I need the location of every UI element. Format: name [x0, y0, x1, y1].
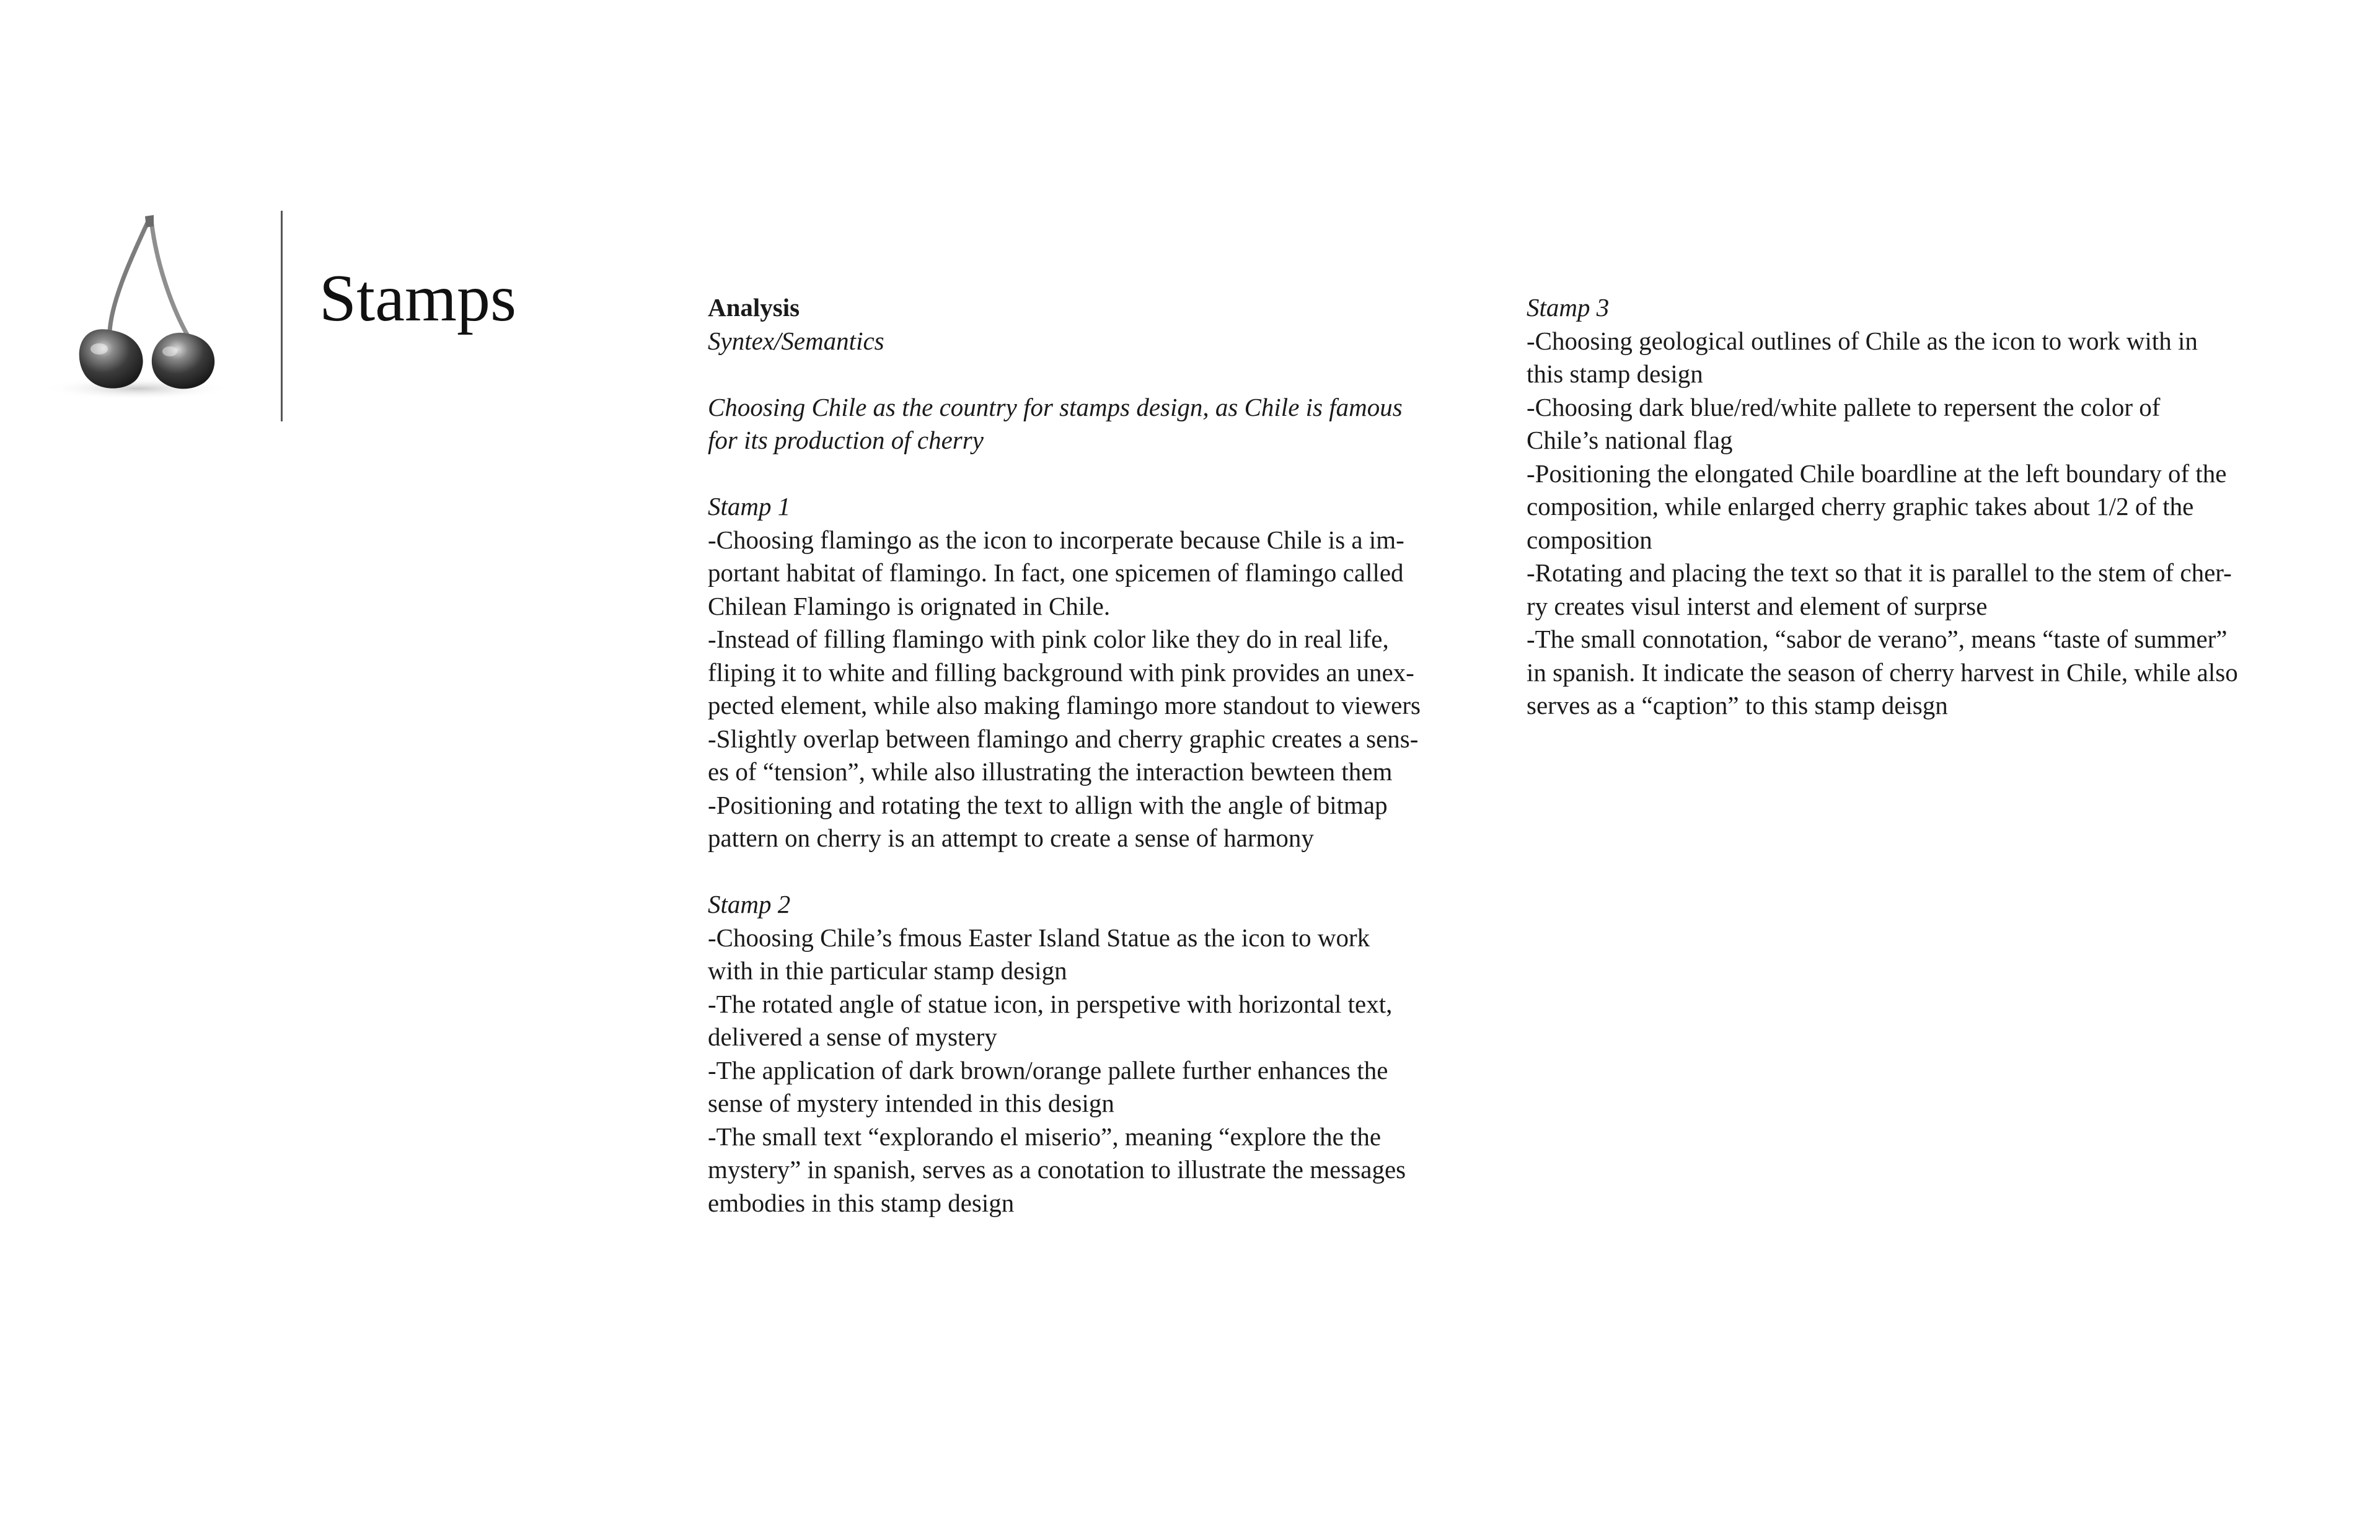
stamp3-line: serves as a “caption” to this stamp deisgn: [1527, 691, 1948, 719]
stamp1-line: -Instead of filling flamingo with pink color like they do in real life,: [708, 625, 1389, 653]
stamp2-line: with in thie particular stamp design: [708, 956, 1067, 985]
stamp1-line: -Choosing flamingo as the icon to incorperate because Chile is a im-: [708, 525, 1404, 554]
stamp2-line: sense of mystery intended in this design: [708, 1089, 1114, 1117]
spacer: [708, 855, 1489, 889]
analysis-subheading: Syntex/Semantics: [708, 326, 884, 355]
stamp1-line: Chilean Flamingo is orignated in Chile.: [708, 591, 1111, 620]
stamp3-line: -Choosing dark blue/red/white pallete to repersent the color of: [1527, 392, 2161, 421]
stamp3-line: -Positioning the elongated Chile boardline at the left boundary of the: [1527, 459, 2227, 488]
stamp1-title: Stamp 1: [708, 492, 791, 521]
stamp1-line: es of “tension”, while also illustrating the interaction bewteen them: [708, 757, 1393, 786]
stamp2-line: -Choosing Chile’s fmous Easter Island Statue as the icon to work: [708, 923, 1370, 952]
stamp2-line: -The small text “explorando el miserio”, meaning “explore the the: [708, 1122, 1382, 1151]
stamp2-line: delivered a sense of mystery: [708, 1023, 997, 1051]
stamp3-line: -Rotating and placing the text so that it is parallel to the stem of cher-: [1527, 558, 2232, 587]
stamp2-line: -The application of dark brown/orange pallete further enhances the: [708, 1055, 1388, 1085]
stamp3-line: -Choosing geological outlines of Chile as the icon to work with in: [1527, 326, 2198, 355]
cherry-logo: [38, 208, 249, 409]
stamp3-line: this stamp design: [1527, 359, 1703, 388]
stamp2-line: mystery” in spanish, serves as a conotation to illustrate the messages: [708, 1155, 1406, 1184]
stamp1-line: pected element, while also making flamingo more standout to viewers: [708, 691, 1421, 719]
spacer: [708, 358, 1489, 391]
stamp2-line: -The rotated angle of statue icon, in perspetive with horizontal text,: [708, 989, 1393, 1018]
title-divider: [281, 211, 283, 421]
spacer: [708, 457, 1489, 491]
stamp3-line: Chile’s national flag: [1527, 426, 1733, 454]
intro-line: Choosing Chile as the country for stamps design, as Chile is famous: [708, 392, 1403, 421]
stamp3-line: composition: [1527, 525, 1652, 554]
analysis-column-right: [1527, 291, 2326, 723]
stamp1-line: fliping it to white and filling background with pink provides an unex-: [708, 658, 1414, 687]
stamp1-line: portant habitat of flamingo. In fact, one spicemen of flamingo called: [708, 558, 1404, 587]
stamp3-line: ry creates visul interst and element of surprse: [1527, 591, 1988, 620]
stamp2-line: embodies in this stamp design: [708, 1188, 1015, 1217]
page-title: Stamps: [319, 262, 517, 335]
stamp1-line: pattern on cherry is an attempt to create a sense of harmony: [708, 824, 1314, 852]
cherry-icon: [38, 208, 249, 409]
stamp3-title: Stamp 3: [1527, 293, 1610, 322]
intro-line: for its production of cherry: [708, 426, 984, 454]
stamp1-line: -Positioning and rotating the text to allign with the angle of bitmap: [708, 790, 1388, 819]
analysis-column-left: [708, 291, 1489, 1220]
stamp1-line: -Slightly overlap between flamingo and cherry graphic creates a sens-: [708, 724, 1419, 753]
stamp3-line: -The small connotation, “sabor de verano”, means “taste of summer”: [1527, 625, 2228, 653]
stamp2-title: Stamp 2: [708, 890, 791, 918]
stamp3-line: in spanish. It indicate the season of cherry harvest in Chile, while also: [1527, 658, 2238, 687]
analysis-heading: Analysis: [708, 293, 800, 322]
stamp3-line: composition, while enlarged cherry graphic takes about 1/2 of the: [1527, 492, 2194, 521]
